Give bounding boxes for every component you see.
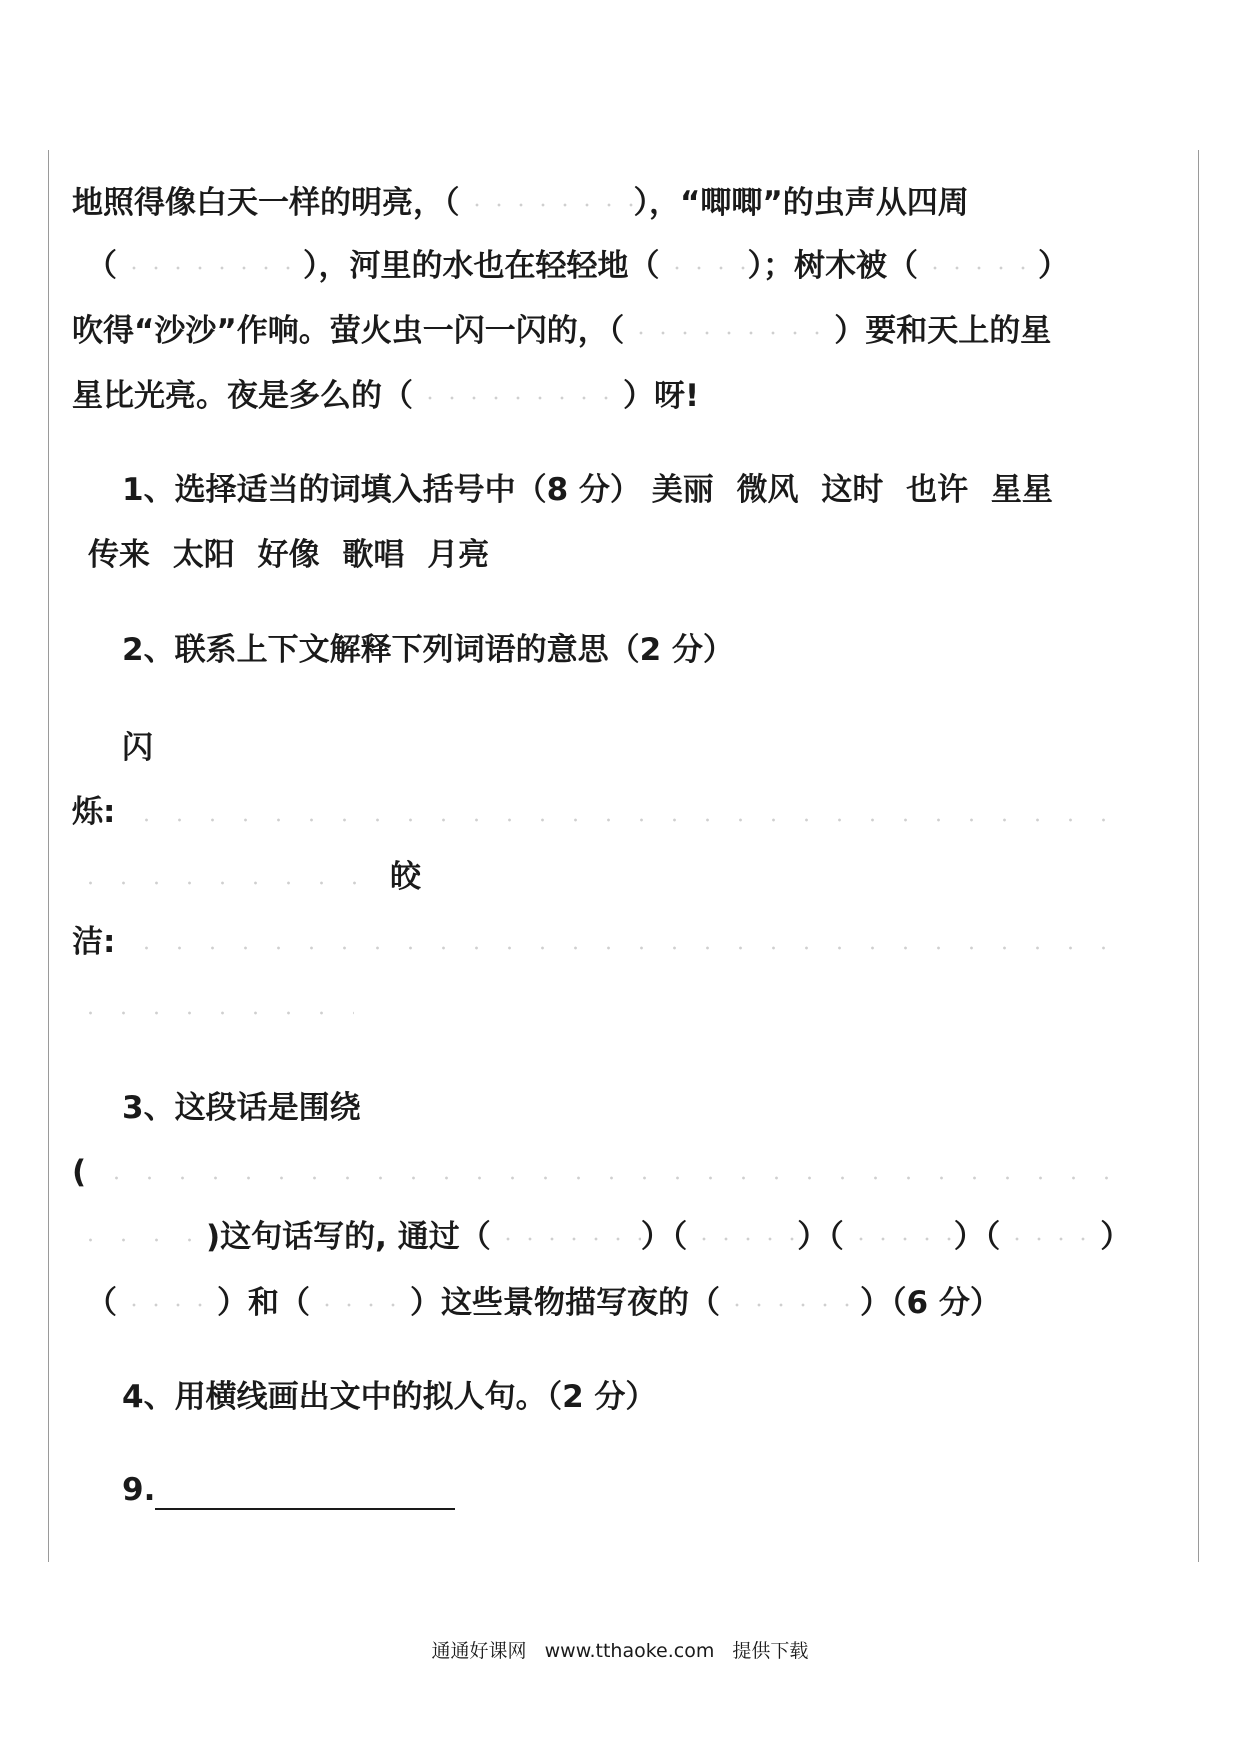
word-shanshuo-char2: 烁:: [72, 794, 116, 830]
right-margin-line: [1198, 150, 1199, 1562]
word-option: 也许: [906, 472, 969, 508]
blank[interactable]: [310, 1302, 410, 1308]
answer-underline[interactable]: [155, 1474, 455, 1510]
word-option: 微风: [736, 472, 799, 508]
word-option: 美丽: [651, 472, 714, 508]
blank[interactable]: [660, 265, 748, 271]
footer-site-name: 通通好课网: [431, 1640, 527, 1662]
blank[interactable]: [491, 1236, 641, 1242]
blank[interactable]: [918, 265, 1038, 271]
word-jiaojie-char2: 洁:: [72, 924, 116, 960]
question-1-prompt: 1、选择适当的词填入括号中（8 分） 美丽 微风 这时 也许 星星: [122, 472, 1053, 508]
question-3-line-3: （ ）和（ ）这些景物描写夜的（ ）（6 分）: [86, 1285, 1001, 1321]
answer-line-jiaojie-cont[interactable]: [74, 1010, 354, 1016]
word-shanshuo-char1: 闪: [122, 730, 153, 766]
footer-url[interactable]: www.tthaoke.com: [544, 1640, 715, 1662]
blank[interactable]: [687, 1236, 797, 1242]
passage-line-1: 地照得像白天一样的明亮，（ ），“唧唧”的虫声从四周: [72, 185, 969, 221]
passage-line-3: 吹得“沙沙”作响。萤火虫一闪一闪的，（ ）要和天上的星: [72, 313, 1052, 349]
answer-line-jiaojie[interactable]: [130, 945, 1130, 951]
blank[interactable]: [844, 1236, 954, 1242]
blank[interactable]: [624, 330, 834, 336]
word-jiaojie-char1: 皎: [390, 859, 421, 895]
blank[interactable]: [460, 202, 634, 208]
blank[interactable]: [117, 1302, 217, 1308]
word-option: 这时: [821, 472, 884, 508]
blank[interactable]: [117, 265, 303, 271]
question-1-words: [88, 535, 489, 575]
blank[interactable]: [413, 395, 623, 401]
blank[interactable]: [1000, 1236, 1100, 1242]
word-option: 太阳: [172, 537, 235, 573]
blank[interactable]: [720, 1302, 860, 1308]
question-3-open-paren: (: [72, 1154, 87, 1190]
word-option: 好像: [257, 537, 320, 573]
page-footer: [0, 1636, 1240, 1663]
answer-line-shanshuo[interactable]: [130, 817, 1130, 823]
word-option: 传来: [88, 537, 150, 573]
question-4-prompt: 4、用横线画出文中的拟人句。（2 分）: [122, 1379, 657, 1415]
word-option: 歌唱: [342, 537, 405, 573]
footer-note: 提供下载: [732, 1640, 809, 1662]
question-3-prompt: 3、这段话是围绕: [122, 1090, 361, 1126]
word-option: 星星: [990, 472, 1053, 508]
question-3-line-2: )这句话写的, 通过（ ）（ ）（ ）（ ）: [206, 1219, 1132, 1255]
question-2-prompt: 2、联系上下文解释下列词语的意思（2 分）: [122, 632, 734, 668]
left-margin-line: [48, 150, 49, 1562]
word-option: 月亮: [427, 537, 490, 573]
passage-line-4: 星比光亮。夜是多么的（ ）呀!: [72, 378, 700, 414]
answer-line-topic-sentence-cont[interactable]: [74, 1237, 204, 1243]
passage-line-2: （ ），河里的水也在轻轻地（ ）；树木被（ ）: [86, 248, 1069, 284]
answer-line-topic-sentence[interactable]: [100, 1175, 1120, 1181]
question-9: 9.: [122, 1470, 455, 1510]
answer-line-shanshuo-cont[interactable]: [74, 880, 374, 886]
